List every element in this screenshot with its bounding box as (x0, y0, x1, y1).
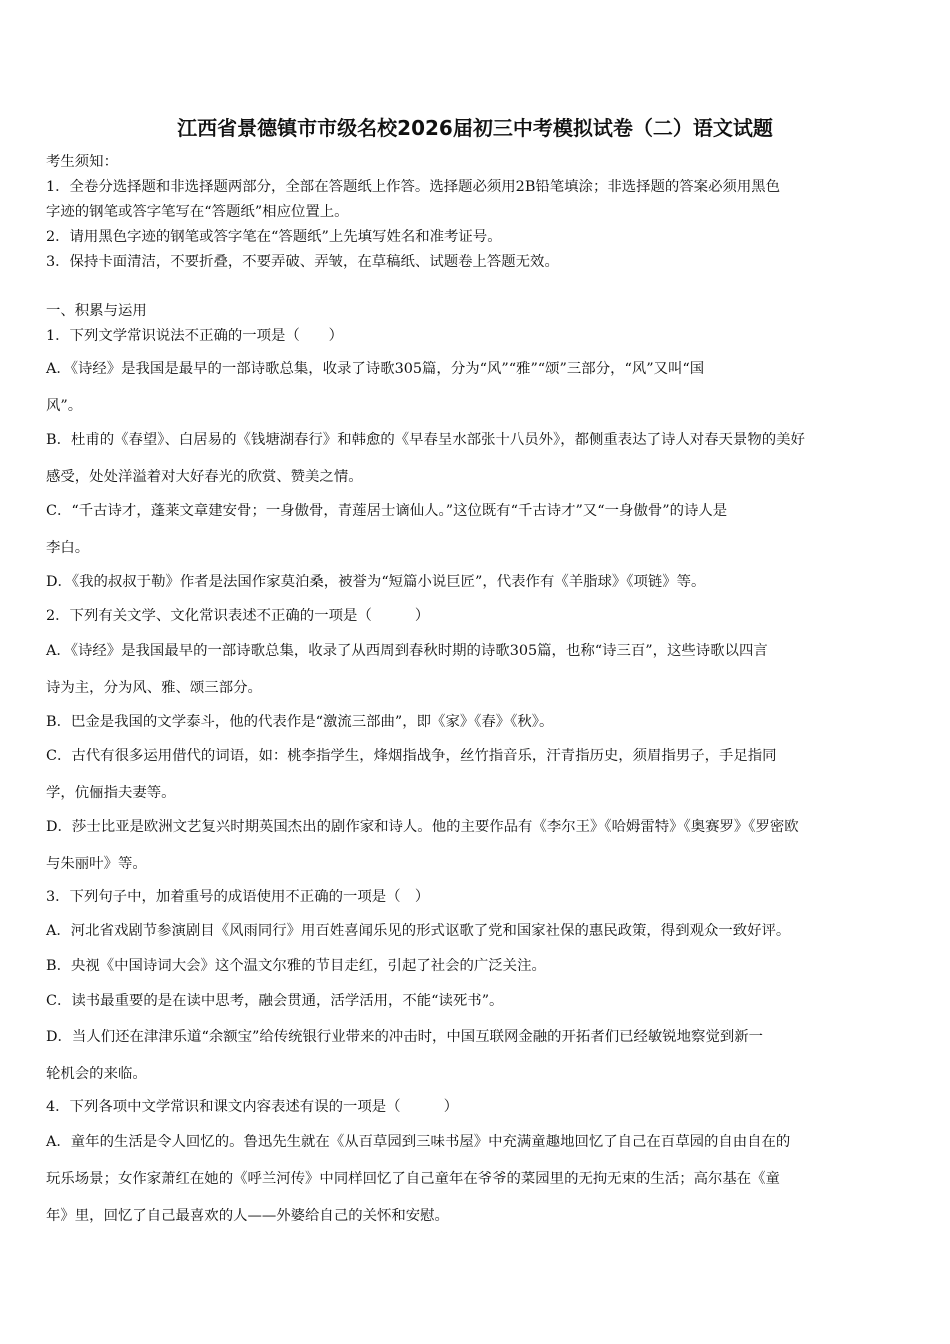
option-line: 年》里，回忆了自己最喜欢的人——外婆给自己的关怀和安慰。 (46, 1208, 449, 1224)
option-line: 诗为主，分为风、雅、颂三部分。 (46, 680, 262, 696)
option-line: A．《诗经》是我国最早的一部诗歌总集，收录了从西周到春秋时期的诗歌305篇，也称“诗三百”，这些诗歌以四言 (46, 643, 768, 659)
section-heading: 一、积累与运用 (46, 303, 147, 319)
option-line: B．央视《中国诗词大会》这个温文尔雅的节目走红，引起了社会的广泛关注。 (46, 958, 546, 974)
option-line: D．莎士比亚是欧洲文艺复兴时期英国杰出的剧作家和诗人。他的主要作品有《李尔王》《哈姆雷特》《奥赛罗》《罗密欧 (46, 819, 799, 835)
option-line: 风”。 (46, 398, 83, 414)
option-line: 轮机会的来临。 (46, 1066, 147, 1082)
option-line: 李白。 (46, 540, 90, 556)
option-line: A．《诗经》是我国是最早的一部诗歌总集，收录了诗歌305篇，分为“风”“雅”“颂”三部分，“风”又叫“国 (46, 361, 705, 377)
question-stem: 3．下列句子中，加着重号的成语使用不正确的一项是（ ） (46, 889, 430, 905)
option-line: B．杜甫的《春望》、白居易的《钱塘湖春行》和韩愈的《早春呈水部张十八员外》，都侧重表达了诗人对春天景物的美好 (46, 432, 805, 448)
notice-item: 3．保持卡面清洁，不要折叠，不要弄破、弄皱，在草稿纸、试题卷上答题无效。 (46, 254, 559, 270)
option-line: C．读书最重要的是在读中思考，融会贯通，活学活用，不能“读死书”。 (46, 993, 504, 1009)
option-line: B．巴金是我国的文学泰斗，他的代表作是“激流三部曲”，即《家》《春》《秋》。 (46, 714, 554, 730)
option-line: 学，伉俪指夫妻等。 (46, 785, 176, 801)
option-line: D．《我的叔叔于勒》作者是法国作家莫泊桑，被誉为“短篇小说巨匠”，代表作有《羊脂球》《项链》等。 (46, 574, 706, 590)
option-line: C．古代有很多运用借代的词语，如：桃李指学生，烽烟指战争，丝竹指音乐，汗青指历史，须眉指男子，手足指同 (46, 748, 777, 764)
option-line: 与朱丽叶》等。 (46, 856, 147, 872)
notice-item: 2．请用黑色字迹的钢笔或答字笔在“答题纸”上先填写姓名和准考证号。 (46, 229, 502, 245)
option-line: D．当人们还在津津乐道“余额宝”给传统银行业带来的冲击时，中国互联网金融的开拓者们已经敏锐地察觉到新一 (46, 1029, 764, 1045)
question-stem: 4．下列各项中文学常识和课文内容表述有误的一项是（ ） (46, 1099, 459, 1115)
option-line: 玩乐场景；女作家萧红在她的《呼兰河传》中同样回忆了自己童年在爷爷的菜园里的无拘无束的生活；高尔基在《童 (46, 1171, 780, 1187)
notice-heading: 考生须知： (46, 154, 118, 170)
option-line: C．“千古诗才，蓬莱文章建安骨；一身傲骨，青莲居士谪仙人。”这位既有“千古诗才”又“一身傲骨”的诗人是 (46, 503, 728, 519)
question-stem: 1．下列文学常识说法不正确的一项是（ ） (46, 328, 343, 344)
option-line: A．童年的生活是令人回忆的。鲁迅先生就在《从百草园到三味书屋》中充满童趣地回忆了自己在百草园的自由自在的 (46, 1134, 791, 1150)
page-title: 江西省景德镇市市级名校2026届初三中考模拟试卷（二）语文试题 (177, 116, 773, 140)
notice-item: 1．全卷分选择题和非选择题两部分，全部在答题纸上作答。选择题必须用2B铅笔填涂；非选择题的答案必须用黑色 (46, 179, 781, 195)
option-line: A．河北省戏剧节参演剧目《风雨同行》用百姓喜闻乐见的形式讴歌了党和国家社保的惠民政策，得到观众一致好评。 (46, 923, 791, 939)
question-stem: 2．下列有关文学、文化常识表述不正确的一项是（ ） (46, 608, 430, 624)
notice-item: 字迹的钢笔或答字笔写在“答题纸”相应位置上。 (46, 204, 349, 220)
option-line: 感受，处处洋溢着对大好春光的欣赏、赞美之情。 (46, 469, 363, 485)
